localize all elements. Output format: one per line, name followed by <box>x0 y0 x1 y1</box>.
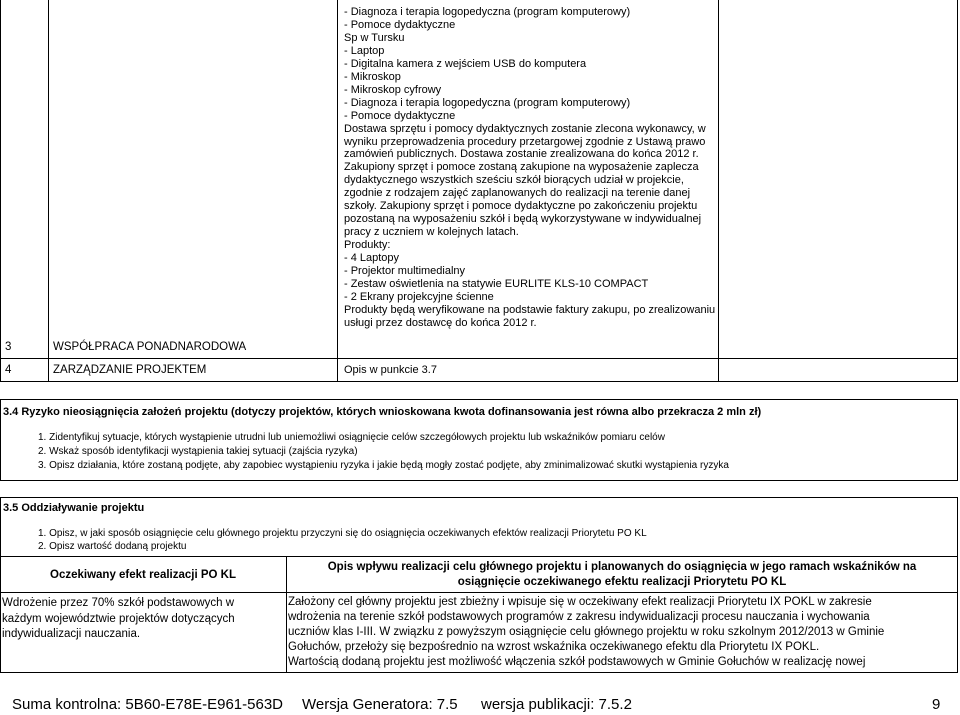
details-line: zamówień publicznych. Dostawa zostanie zrealizowana do końca 2012 r. <box>344 148 699 161</box>
table-row-divider <box>0 358 958 359</box>
details-line: Dostawa sprzętu i pomocy dydaktycznych zostanie zlecona wykonawcy, w <box>344 122 706 135</box>
section-border-top <box>0 497 958 498</box>
row-number: 3 <box>5 341 12 353</box>
row-name-cooperation: WSPÓŁPRACA PONADNARODOWA <box>53 341 247 353</box>
details-line: zgodnie z rodzajem zajęć zaplanowanych do realizacji na terenie danej <box>344 187 691 200</box>
effect-cell <box>2 596 235 643</box>
cell-line: indywidualizacji nauczania. <box>2 628 141 640</box>
details-line: - Mikroskop <box>344 70 401 83</box>
impact-column-header <box>286 560 958 590</box>
table-column-divider <box>718 0 719 382</box>
effect-column-header: Oczekiwany efekt realizacji PO KL <box>50 569 236 581</box>
details-line: wyniku przeprowadzenia procedury przetargowej zgodnie z Ustawą prawo <box>344 135 706 148</box>
details-line: pozostaną na wyposażeniu szkół i będą wykorzystywane w indywidualnej <box>344 213 702 226</box>
details-line: - Pomoce dydaktyczne <box>344 109 456 122</box>
row-number: 4 <box>5 364 12 376</box>
details-line: Produkty: <box>344 239 391 252</box>
details-line: dydaktycznego wszystkich sześciu szkół biorących udział w projekcie, <box>344 174 684 187</box>
section-border-right <box>957 399 958 481</box>
instruction-item: 1. Zidentyfikuj sytuacje, których wystąpienie utrudni lub uniemożliwi osiągnięcie celów szczegółowych projektu lub wskaźników pomiaru celów <box>38 432 665 443</box>
cell-line: Wdrożenie przez 70% szkół podstawowych w <box>2 597 235 609</box>
table-column-divider <box>48 0 49 382</box>
header-line: osiągnięcie oczekiwanego efektu realizacji Priorytetu PO KL <box>457 576 787 588</box>
table-border-right <box>957 0 958 382</box>
instruction-item: 1. Opisz, w jaki sposób osiągnięcie celu głównego projektu przyczyni się do osiągnięcia oczekiwanych efektów realizacji Priorytetu PO KL <box>38 528 647 539</box>
table-border-top <box>0 556 958 557</box>
details-line: - Laptop <box>344 44 385 57</box>
details-line: - Pomoce dydaktyczne <box>344 18 456 31</box>
checksum-text: Suma kontrolna: 5B60-E78E-E961-563D <box>12 696 283 713</box>
details-line: szkoły. Zakupiony sprzęt i pomoce dydaktyczne po zakończeniu projektu <box>344 200 698 213</box>
details-line: - Projektor multimedialny <box>344 265 466 278</box>
row-description: Opis w punkcie 3.7 <box>344 364 437 376</box>
section-border-left <box>0 399 1 481</box>
details-line: Zakupiony sprzęt i pomoce zostaną zakupione na wyposażenie zaplecza <box>344 161 699 174</box>
table-border-bottom <box>0 381 958 382</box>
details-line: - Diagnoza i terapia logopedyczna (program komputerowy) <box>344 96 631 109</box>
details-line: - Mikroskop cyfrowy <box>344 83 442 96</box>
details-line: - Zestaw oświetlenia na statywie EURLITE KLS-10 COMPACT <box>344 278 649 291</box>
instruction-item: 2. Opisz wartość dodaną projektu <box>38 541 187 552</box>
cell-line: Wartością dodaną projektu jest możliwość włączenia szkół podstawowych w Gminie Gołuchów w realizację nowej <box>288 656 866 668</box>
section-heading: 3.5 Oddziaływanie projektu <box>3 502 145 514</box>
instruction-item: 2. Wskaż sposób identyfikacji wystąpienia takiej sytuacji (zajścia ryzyka) <box>38 446 358 457</box>
cell-line: każdym województwie projektów dotyczących <box>2 612 235 625</box>
section-heading: 3.4 Ryzyko nieosiągnięcia założeń projektu (dotyczy projektów, których wnioskowana kwota dofinansowania jest równa albo przekracza 2 mln zł) <box>3 406 762 418</box>
table-border-left <box>0 0 1 382</box>
details-line: Produkty będą weryfikowane na podstawie faktury zakupu, po zrealizowaniu <box>344 303 716 316</box>
generator-version-text: Wersja Generatora: 7.5 <box>302 696 458 713</box>
details-line: - 2 Ekrany projekcyjne ścienne <box>344 290 494 303</box>
details-line: - Digitalna kamera z wejściem USB do komputera <box>344 57 587 70</box>
cell-line: uczniów klas I-III. W związku z powyższym osiągnięcie celu głównego projektu w roku szkolnym 2012/2013 w Gminie <box>288 626 885 638</box>
section-border-top <box>0 399 958 400</box>
publication-version-text: wersja publikacji: 7.5.2 <box>481 696 632 713</box>
cell-line: Gołuchów, przełoży się bezpośrednio na wzrost wskaźnika oczekiwanego efektu dla Priorytetu IX POKL. <box>288 641 820 653</box>
cell-line: Założony cel główny projektu jest zbieżny i wpisuje się w oczekiwany efekt realizacji Priorytetu IX POKL w zakresie <box>288 596 872 608</box>
impact-cell <box>288 595 884 670</box>
details-line: Sp w Tursku <box>344 31 405 44</box>
row-name-management: ZARZĄDZANIE PROJEKTEM <box>53 364 207 376</box>
details-line: usługi przez dostawcę do końca 2012 r. <box>344 316 537 329</box>
components-details-cell <box>344 6 715 330</box>
cell-line: wdrożenia na terenie szkół podstawowych programów z zakresu indywidualizacji procesu nauczania i wychowania <box>288 611 870 623</box>
section-border-bottom <box>0 480 958 481</box>
instruction-item: 3. Opisz działania, które zostaną podjęte, aby zapobiec wystąpieniu ryzyka i jakie będą mogły zostać podjęte, aby zminimalizować skutki wystąpienia ryzyka <box>38 460 729 471</box>
details-line: - 4 Laptopy <box>344 252 400 265</box>
table-column-divider <box>337 0 338 382</box>
details-line: pracy z uczniem w kolejnych latach. <box>344 226 519 239</box>
section-border-left <box>0 497 1 673</box>
header-line: Opis wpływu realizacji celu głównego projektu i planowanych do osiągnięcia w jego ramach wskaźników na <box>327 561 917 573</box>
table-header-divider <box>0 592 958 593</box>
table-border-bottom <box>0 672 958 673</box>
page-number: 9 <box>932 696 941 713</box>
details-line: - Diagnoza i terapia logopedyczna (program komputerowy) <box>344 6 631 18</box>
